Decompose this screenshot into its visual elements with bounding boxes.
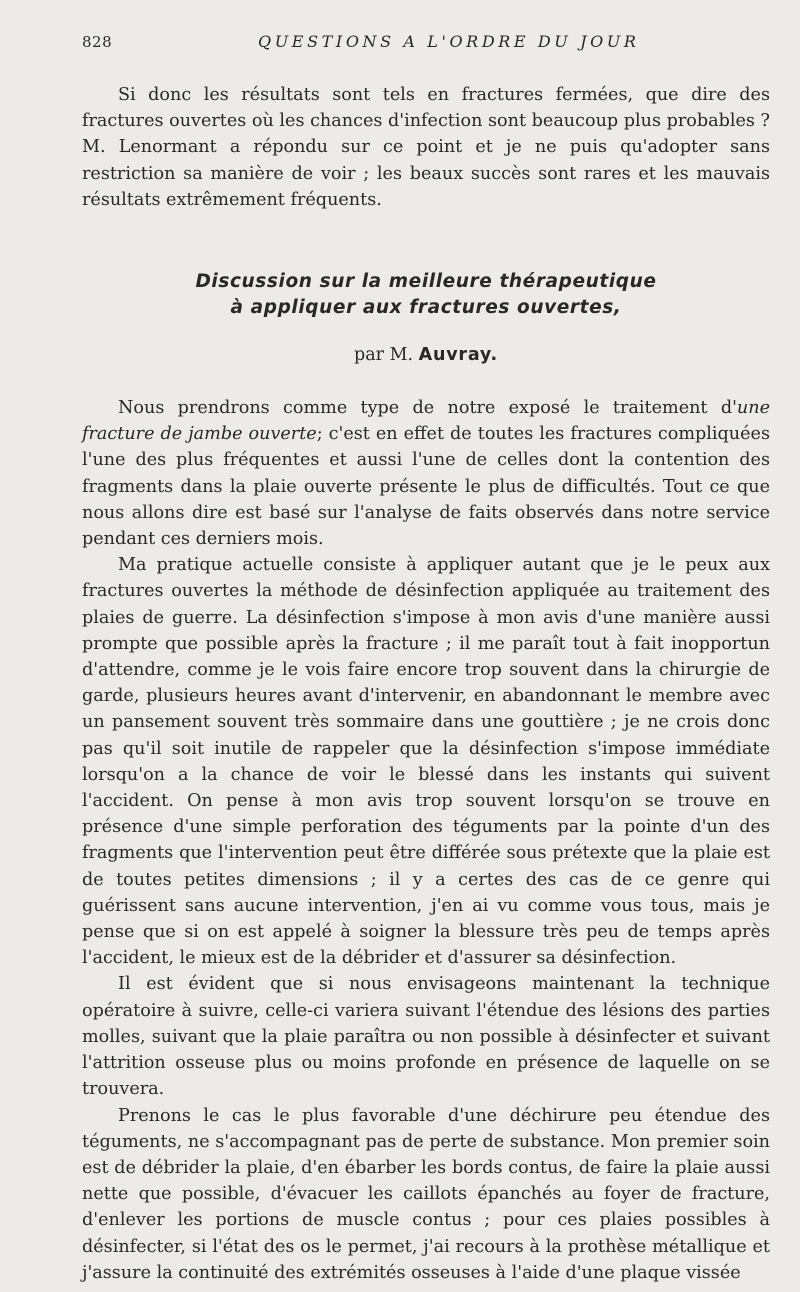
paragraph-3: Il est évident que si nous envisageons maintenant la technique opératoire à suivre, celle-ci variera suivant l'étendue des lésions des parties molles, suivant que la plaie paraîtra ou non possible à désinfecter et suivant l'attrition osseuse plus ou moins profonde en présence de laquelle on se trouvera.: [82, 974, 770, 1100]
paragraph-2: Ma pratique actuelle consiste à appliquer autant que je le peux aux fractures ouvertes la méthode de désinfection appliquée au traitement des plaies de guerre. La désinfection s'impose à mon avis d'une manière aussi prompte que possible après la fracture ; il me paraît tout à fait inopportun d'attendre, comme je le vois faire encore trop souvent dans la chirurgie de garde, plusieurs heures avant d'intervenir, en abandonnant le membre avec un pansement souvent très sommaire dans une gouttière ; je ne crois donc pas qu'il soit inutile de rappeler que la désinfection s'impose immédiate lorsqu'on a la chance de voir le blessé dans les instants qui suivent l'accident. On pense à mon avis trop souvent lorsqu'on se trouve en présence d'une simple perforation des téguments par la pointe d'un des fragments que l'intervention peut être différée sous prétexte que la plaie est de toutes petites dimensions ; il y a certes des cas de ce genre qui guérissent sans aucune intervention, j'en ai vu comme vous tous, mais je pense que si on est appelé à soigner la blessure très peu de temps après l'accident, le mieux est de la débrider et d'assurer sa désinfection.: [82, 555, 770, 969]
running-title: QUESTIONS A L'ORDRE DU JOUR: [258, 32, 640, 51]
page-number: 828: [82, 33, 113, 51]
paragraph-1-start: Nous prendrons comme type de notre exposé le traitement d': [118, 398, 737, 419]
intro-paragraph: Si donc les résultats sont tels en fractures fermées, que dire des fractures ouvertes où les chances d'infection sont beaucoup plus probables ? M. Lenormant a répondu sur ce point et je ne puis qu'adopter sans restriction sa manière de voir ; les beaux succès sont rares et les mauvais résultats extrêmement fréquents.: [82, 85, 770, 210]
running-header: [82, 0, 770, 82]
paragraph-4: Prenons le cas le plus favorable d'une déchirure peu étendue des téguments, ne s'accompagnant pas de perte de substance. Mon premier soin est de débrider la plaie, d'en ébarber les bords contus, de faire la plaie aussi nette que possible, d'évacuer les caillots épanchés au foyer de fracture, d'enlever les portions de muscle contus ; pour ces plaies possibles à désinfecter, si l'état des os le permet, j'ai recours à la prothèse métallique et j'assure la continuité des extrémités osseuses à l'aide d'une plaque vissée: [82, 1105, 770, 1283]
paragraph-1-italic: une fracture de jambe ouverte: [82, 398, 770, 445]
paragraph-1-end: ; c'est en effet de toutes les fractures compliquées l'une des plus fréquentes et aussi l'une de celles dont la contention des fragments dans la plaie ouverte présente le plus de difficultés. Tout ce que nous allons dire est basé sur l'analyse de faits observés dans notre service pendant ces derniers mois.: [82, 424, 770, 550]
section-heading: [82, 269, 770, 321]
section-heading-line-2: à appliquer aux fractures ouvertes,: [230, 297, 622, 319]
section-heading-line-1: Discussion sur la meilleure thérapeutique: [195, 271, 657, 293]
byline-prefix: par M.: [354, 345, 419, 366]
byline: [82, 345, 770, 365]
byline-author: Auvray.: [418, 345, 498, 366]
paragraph-1: [82, 395, 770, 552]
